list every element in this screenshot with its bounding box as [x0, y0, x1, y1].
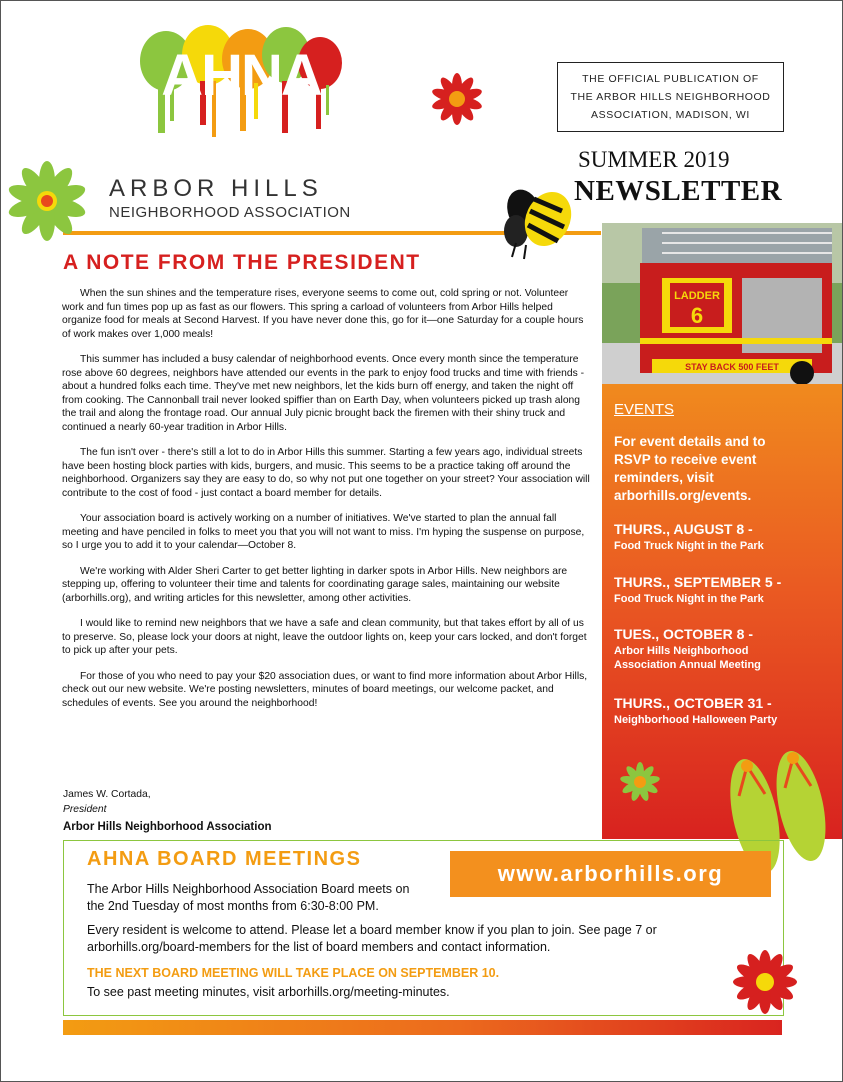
board-meetings-invite: Every resident is welcome to attend. Please let a board member know if you plan to join. See page 7 or arborhills.org/board-members for the list of board members and contact information. — [87, 923, 657, 954]
event-date: THURS., SEPTEMBER 5 - — [614, 574, 782, 590]
event-item — [614, 695, 839, 727]
publication-line-2: THE ARBOR HILLS NEIGHBORHOOD — [570, 91, 771, 103]
org-subtitle: NEIGHBORHOOD ASSOCIATION — [109, 204, 351, 221]
flower-icon — [617, 759, 663, 805]
signature-name: James W. Cortada, — [63, 789, 151, 800]
note-paragraph: The fun isn't over - there's still a lot to do in Arbor Hills this summer. Starting a few years ago, individual streets have been hosting block parties with kids, burgers, and music. This seems to be a practice taking off around the neighborhood. Organizers say they are easy to do, so why not put one together on your street? Your association will contribute to the cost of food - just contact a board member for details. — [62, 447, 590, 499]
note-paragraph: I would like to remind new neighbors that we have a safe and clean community, but that takes effort by all of us to preserve. So, please lock your doors at night, leave the outdoor lights on, keep your cars locked, and don't forget to pick up after your pets. — [62, 618, 587, 656]
stay-back-label: STAY BACK 500 FEET — [685, 362, 779, 372]
logo-letters: AHNA — [161, 43, 321, 108]
events-heading: EVENTS — [614, 401, 675, 418]
bee-icon — [498, 181, 576, 261]
events-sidebar — [602, 384, 842, 839]
board-meetings-schedule: The Arbor Hills Neighborhood Association Board meets on the 2nd Tuesday of most months from 6:30-8:00 PM. — [87, 882, 410, 913]
president-note-body — [62, 287, 592, 722]
signature-role: President — [63, 804, 107, 815]
ladder-number: 6 — [690, 303, 704, 328]
event-description: Food Truck Night in the Park — [614, 593, 764, 605]
fire-truck-photo — [602, 223, 842, 384]
event-item — [614, 521, 839, 553]
note-paragraph: This summer has included a busy calendar of neighborhood events. Once every month since the temperature rose above 60 degrees, neighbors have attended our events in the park to enjoy food trucks and time with friends - about a hundred folks each time. They've met new neighbors, let the kids burn off energy, and taken the night off from cooking. The Cannonball trail never looked spiffier than on Earth Day, when volunteers picked up trash along the trail and along the frontage road. Our annual July picnic brought back the firemen with their shiny truck and continued a nearly 60-year tradition in Arbor Hills. — [62, 354, 585, 433]
next-meeting-notice: THE NEXT BOARD MEETING WILL TAKE PLACE ON SEPTEMBER 10. — [87, 966, 500, 980]
note-paragraph: For those of you who need to pay your $20 association dues, or want to find more information about Arbor Hills, check out our new website. We're posting newsletters, minutes of board meetings, our welcome packet, and schedules of events. See you around the neighborhood! — [62, 670, 588, 709]
issue-season: SUMMER 2019 — [578, 147, 730, 172]
ladder-label: LADDER — [674, 290, 720, 302]
board-meetings-title: AHNA BOARD MEETINGS — [87, 848, 362, 870]
ahna-logo — [136, 23, 346, 143]
event-item — [614, 626, 839, 672]
publication-line-1: THE OFFICIAL PUBLICATION OF — [582, 73, 759, 85]
footer-gradient-bar — [63, 1020, 782, 1035]
event-description: Food Truck Night in the Park — [614, 540, 764, 552]
signature-org: Arbor Hills Neighborhood Association — [63, 821, 272, 833]
event-date: TUES., OCTOBER 8 - — [614, 626, 753, 642]
publication-line-3: ASSOCIATION, MADISON, WI — [591, 109, 750, 121]
note-paragraph: Your association board is actively working on a number of initiatives. We've started to plan the annual fall meeting and have penciled in folks to meet you that you will not want to miss. I'm hyping the suspense on purpose, so I urge you to add it to your calendar—October 8. — [62, 513, 585, 551]
website-badge[interactable]: www.arborhills.org — [450, 851, 771, 897]
events-intro: For event details and to RSVP to receive event reminders, visit arborhills.org/events. — [614, 434, 766, 503]
event-item — [614, 574, 839, 606]
publication-info-box — [557, 62, 784, 132]
flower-icon — [729, 946, 801, 1018]
issue-title: NEWSLETTER — [574, 175, 783, 207]
org-name: ARBOR HILLS — [109, 175, 323, 202]
event-description: Arbor Hills Neighborhood Association Annual Meeting — [614, 645, 761, 671]
flower-icon — [429, 71, 485, 127]
note-paragraph: We're working with Alder Sheri Carter to get better lighting in darker spots in Arbor Hills. New neighbors are stepping up, offering to volunteer their time and talents for coordinating garage sales, maintaining our website (arborhills.org), and writing articles for this newsletter, among other activities. — [62, 565, 568, 604]
event-description: Neighborhood Halloween Party — [614, 714, 778, 726]
event-date: THURS., OCTOBER 31 - — [614, 695, 772, 711]
event-date: THURS., AUGUST 8 - — [614, 521, 753, 537]
past-minutes-link[interactable]: To see past meeting minutes, visit arborhills.org/meeting-minutes. — [87, 985, 450, 999]
president-note-title: A NOTE FROM THE PRESIDENT — [63, 251, 421, 274]
flower-icon — [5, 159, 89, 243]
note-paragraph: When the sun shines and the temperature rises, everyone seems to come out, cold spring or not. Volunteer work and fun times pop up as fast as our flowers. This spring a carload of volunteers from Arbor Hills helped organize food for meals at Second Harvest. If you have never done this, go for it—one Saturday for a couple hours of work makes over 1,000 meals! — [62, 288, 584, 340]
